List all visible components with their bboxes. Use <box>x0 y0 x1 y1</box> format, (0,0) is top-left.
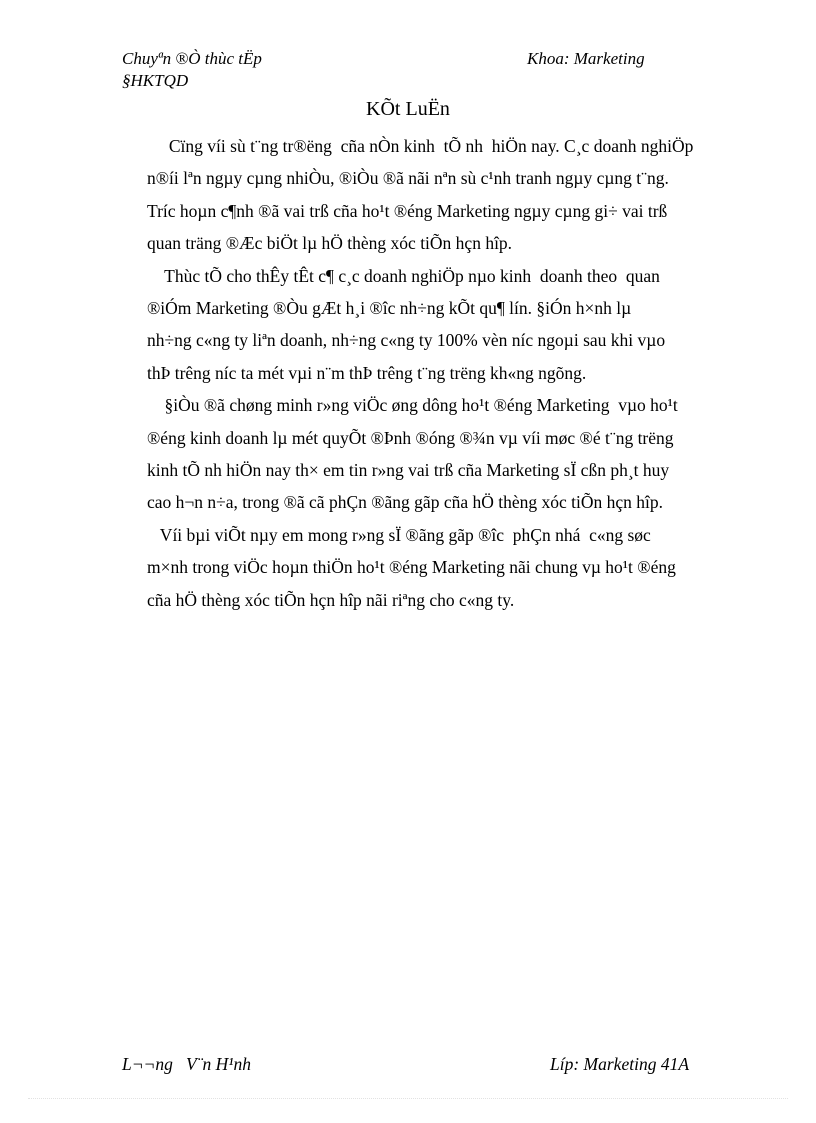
paragraph-line: Cïng víi sù t¨ng tr®ëng cña nÒn kinh tÕ nh hiÖn nay. C¸c doanh nghiÖp <box>147 136 694 156</box>
paragraph-line: ®éng kinh doanh lµ mét quyÕt ®Þnh ®óng ®¾n vµ víi møc ®é t¨ng trëng <box>147 427 674 448</box>
paragraph-line: n®íi lªn ngµy cµng nhiÒu, ®iÒu ®ã nãi nªn sù c¹nh tranh ngµy cµng t¨ng. <box>147 168 669 189</box>
paragraph-line: ®iÓm Marketing ®Òu gÆt h¸i ®îc nh÷ng kÕt qu¶ lín. §iÓn h×nh lµ <box>147 298 632 319</box>
paragraph-line: Thùc tÕ cho thÊy tÊt c¶ c¸c doanh nghiÖp nµo kinh doanh theo quan <box>147 265 660 286</box>
paragraph-line: §iÒu ®ã chøng minh r»ng viÖc øng dông ho¹t ®éng Marketing vµo ho¹t <box>147 395 678 416</box>
paragraph-line: kinh tÕ nh hiÖn nay th× em tin r»ng vai trß cña Marketing sÏ cßn ph¸t huy <box>147 460 670 481</box>
page-bottom-divider <box>28 1098 788 1099</box>
paragraph-line: nh÷ng c«ng ty liªn doanh, nh÷ng c«ng ty 100% vèn níc ngoµi sau khi vµo <box>147 330 666 351</box>
header-right: Khoa: Marketing <box>527 49 645 68</box>
header-left-line2: §HKTQD <box>122 71 189 90</box>
paragraph-line: quan träng ®Æc biÖt lµ hÖ thèng xóc tiÕn hçn hîp. <box>147 233 513 254</box>
paragraph-2 <box>147 260 734 390</box>
paragraph-line: m×nh trong viÖc hoµn thiÖn ho¹t ®éng Marketing nãi chung vµ ho¹t ®éng <box>147 557 676 578</box>
paragraph-line: Víi bµi viÕt nµy em mong r»ng sÏ ®ãng gãp ®îc phÇn nhá c«ng søc <box>147 524 651 545</box>
paragraph-line: cña hÖ thèng xóc tiÕn hçn hîp nãi riªng cho c«ng ty. <box>147 589 515 610</box>
paragraph-3 <box>147 389 734 519</box>
document-body <box>147 130 734 616</box>
paragraph-4 <box>147 519 734 616</box>
paragraph-line: thÞ trêng níc ta mét vµi n¨m thÞ trêng t¨ng trëng kh«ng ngõng. <box>147 362 587 383</box>
page-title: KÕt LuËn <box>366 98 450 120</box>
paragraph-1 <box>147 130 734 260</box>
header-left-line1: Chuyªn ®Ò thùc tËp <box>122 49 262 68</box>
paragraph-line: cao h¬n n÷a, trong ®ã cã phÇn ®ãng gãp cña hÖ thèng xóc tiÕn hçn hîp. <box>147 492 664 513</box>
footer-class: Líp: Marketing 41A <box>550 1054 690 1074</box>
footer-author: L¬¬ng V¨n H¹nh <box>122 1054 252 1074</box>
paragraph-line: Tríc hoµn c¶nh ®ã vai trß cña ho¹t ®éng Marketing ngµy cµng gi÷ vai trß <box>147 200 668 221</box>
